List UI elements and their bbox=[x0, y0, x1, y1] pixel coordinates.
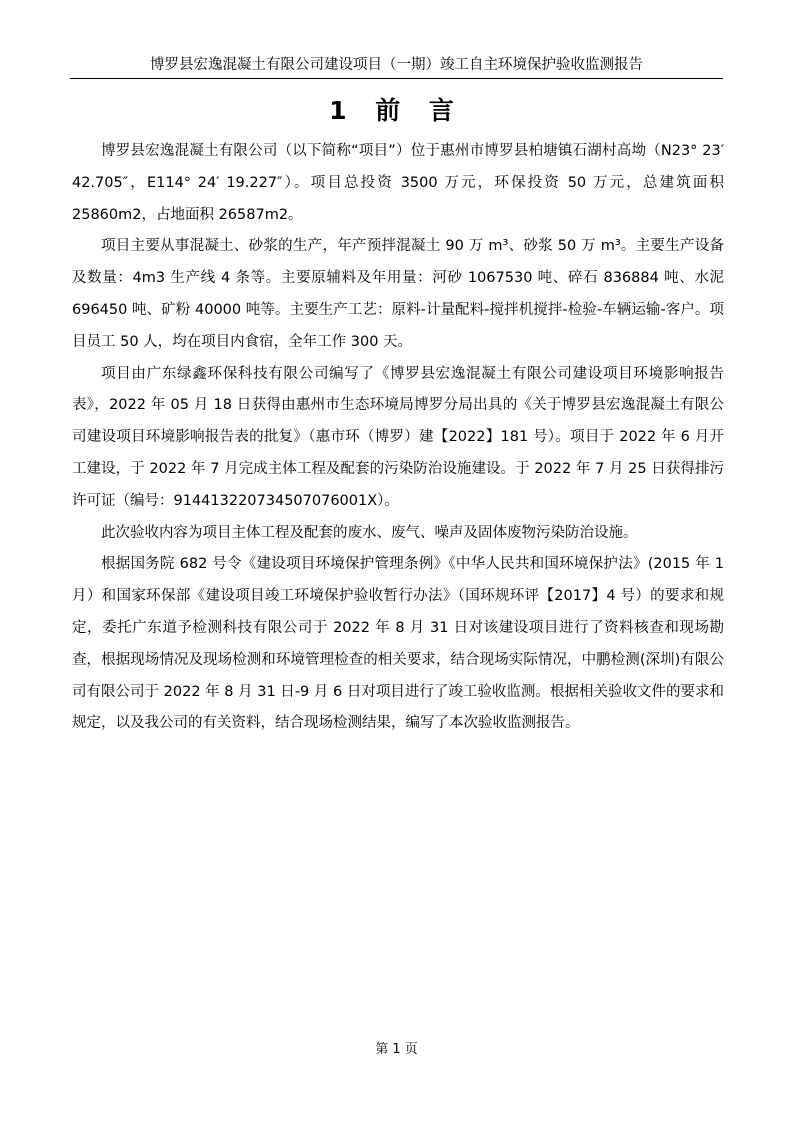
paragraph-basis: 根据国务院 682 号令《建设项目环境保护管理条例》《中华人民共和国环境保护法》(2015 年 1 月）和国家环保部《建设项目竣工环境保护验收暂行办法》（国环规环评【2017】4 号）的要求和规定，委托广东道予检测科技有限公司于 2022 年 8 月 31 日对该建设项目进行了资料核查和现场勘查，根据现场情况及现场检测和环境管理检查的相关要求，结合现场实际情况，中鹏检测(深圳)有限公司有限公司于 2022 年 8 月 31 日-9 月 6 日对项目进行了竣工验收监测。根据相关验收文件的要求和规定，以及我公司的有关资料，结合现场检测结果，编写了本次验收监测报告。 bbox=[72, 556, 724, 732]
header-divider bbox=[70, 78, 723, 79]
paragraph-scope: 此次验收内容为项目主体工程及配套的废水、废气、噪声及固体废物污染防治设施。 bbox=[101, 524, 638, 541]
running-header: 博罗县宏逸混凝土有限公司建设项目（一期）竣工自主环境保护验收监测报告 bbox=[150, 57, 643, 73]
paragraph-approval: 项目由广东绿鑫环保科技有限公司编写了《博罗县宏逸混凝土有限公司建设项目环境影响报告表》，2022 年 05 月 18 日获得由惠州市生态环境局博罗分局出具的《关于博罗县宏逸混凝土有限公司建设项目环境影响报告表的批复》（惠市环（博罗）建【2022】181 号）。项目于 2022 年 6 月开工建设，于 2022 年 7 月完成主体工程及配套的污染防治设施建设。于 2022 年 7 月 25 日获得排污许可证（编号：91441322073450707600​1X）。 bbox=[72, 365, 724, 509]
page-number: 第 1 页 bbox=[375, 1042, 418, 1057]
body-text bbox=[72, 136, 724, 740]
paragraph-production: 项目主要从事混凝土、砂浆的生产，年产预拌混凝土 90 万 m³、砂浆 50 万 m³。主要生产设备及数量：4m3 生产线 4 条等。主要原辅料及年用量：河砂 1067530 吨、碎石 836884 吨、水泥 696450 吨、矿粉 40000 吨等。主要生产工艺：原料-计量配料-搅拌机搅拌-检验-车辆运输-客户。项目员工 50 人，均在项目内食宿，全年工作 300 天。 bbox=[72, 238, 724, 350]
paragraph-location: 博罗县宏逸混凝土有限公司（以下简称“项目”）位于惠州市博罗县柏塘镇石湖村高坳（N23° 23′ 42.705″，E114° 24′ 19.227″）。项目总投资 3500 万元，环保投资 50 万元，总建筑面积 25860m2，占地面积 26587m2。 bbox=[72, 143, 724, 223]
section-title: 1 前 言 bbox=[329, 96, 464, 125]
